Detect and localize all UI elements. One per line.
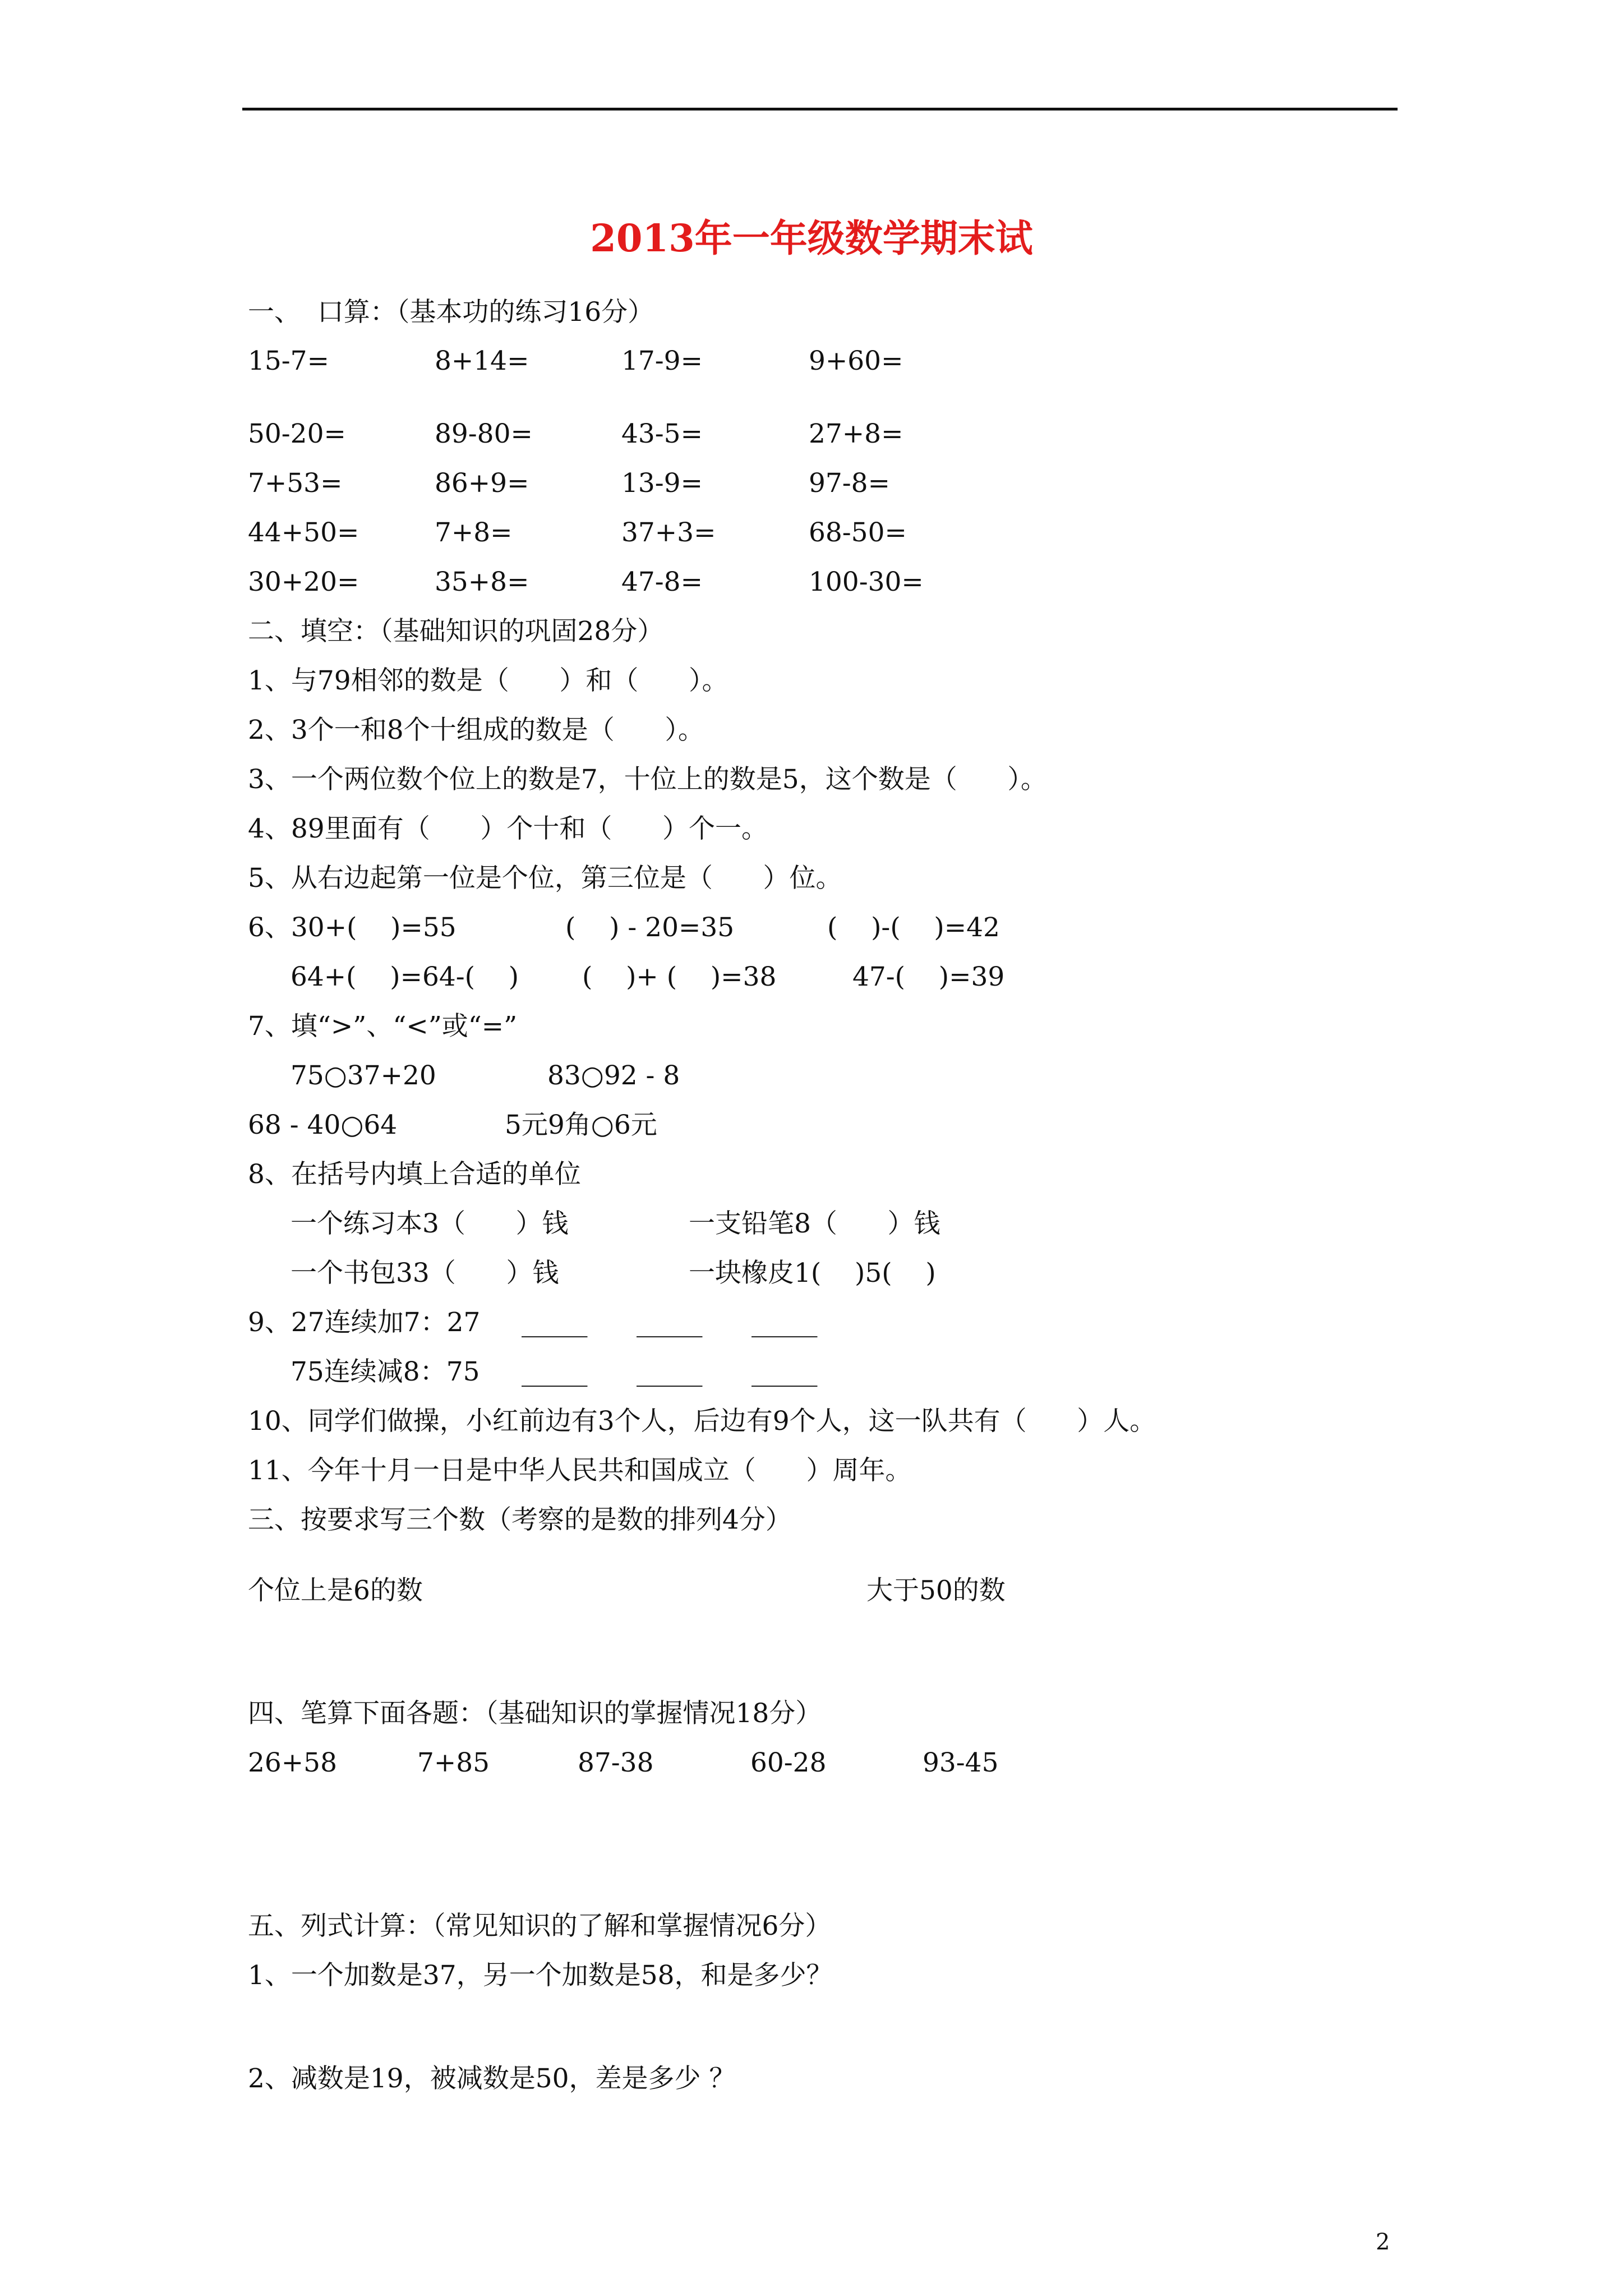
unit-item: 一支铅笔8（ ）钱 bbox=[689, 1208, 940, 1239]
oral-calc-item: 47-8= bbox=[621, 567, 703, 597]
section-5-heading: 五、列式计算：（常见知识的了解和掌握情况6分） bbox=[248, 1911, 832, 1941]
section-3-heading: 三、按要求写三个数（考察的是数的排列4分） bbox=[248, 1504, 792, 1535]
oral-calc-item: 50-20= bbox=[248, 418, 346, 449]
oral-calc-item: 17-9= bbox=[621, 346, 703, 376]
fill-question-5: 5、从右边起第一位是个位，第三位是（ ）位。 bbox=[248, 863, 842, 894]
oral-calc-item: 27+8= bbox=[809, 418, 903, 449]
word-problem-1: 1、一个加数是37，另一个加数是58，和是多少？ bbox=[248, 1960, 833, 1991]
fill-question-4: 4、89里面有（ ）个十和（ ）个一。 bbox=[248, 813, 768, 844]
oral-calc-item: 100-30= bbox=[809, 567, 924, 597]
fill-question-6-item: 64+( )=64-( ) bbox=[291, 961, 519, 992]
oral-calc-item: 7+8= bbox=[435, 517, 513, 548]
fill-question-1: 1、与79相邻的数是（ ）和（ ）。 bbox=[248, 665, 728, 696]
oral-calc-item: 13-9= bbox=[621, 468, 703, 499]
fill-question-6-item: ( )-( )=42 bbox=[827, 912, 1000, 943]
written-calc-item: 26+58 bbox=[248, 1747, 337, 1778]
fill-question-3: 3、一个两位数个位上的数是7，十位上的数是5，这个数是（ ）。 bbox=[248, 764, 1047, 795]
oral-calc-item: 97-8= bbox=[809, 468, 890, 499]
oral-calc-item: 68-50= bbox=[809, 517, 907, 548]
written-calc-item: 60-28 bbox=[750, 1747, 827, 1778]
answer-blank: _____ bbox=[637, 1307, 703, 1338]
written-calc-item: 7+85 bbox=[417, 1747, 490, 1778]
oral-calc-item: 8+14= bbox=[435, 346, 529, 376]
fill-question-6-item: ( )+ ( )=38 bbox=[582, 961, 777, 992]
oral-calc-item: 9+60= bbox=[809, 346, 903, 376]
written-calc-item: 87-38 bbox=[578, 1747, 654, 1778]
page-title: 2013年一年级数学期末试 bbox=[590, 216, 1033, 260]
header-rule bbox=[242, 108, 1398, 111]
oral-calc-item: 15-7= bbox=[248, 346, 329, 376]
oral-calc-item: 86+9= bbox=[435, 468, 529, 499]
answer-blank: _____ bbox=[637, 1356, 703, 1387]
fill-question-11: 11、今年十月一日是中华人民共和国成立（ ）周年。 bbox=[248, 1455, 912, 1486]
fill-question-6-item: ( ) - 20=35 bbox=[565, 912, 735, 943]
compare-item: 5元9角○6元 bbox=[505, 1110, 657, 1140]
section-4-heading: 四、笔算下面各题：（基础知识的掌握情况18分） bbox=[248, 1698, 822, 1729]
unit-item: 一个书包33（ ）钱 bbox=[291, 1258, 559, 1289]
answer-blank: _____ bbox=[751, 1356, 818, 1387]
section-1-heading: 一、 口算：（基本功的练习16分） bbox=[248, 297, 654, 328]
fill-question-9b: 75连续减8：75 bbox=[291, 1356, 480, 1387]
fill-question-6-item: 47-( )=39 bbox=[852, 961, 1005, 992]
compare-item: 83○92 - 8 bbox=[547, 1060, 680, 1091]
page-number: 2 bbox=[1376, 2229, 1390, 2255]
oral-calc-item: 37+3= bbox=[621, 517, 716, 548]
fill-question-8: 8、在括号内填上合适的单位 bbox=[248, 1159, 581, 1190]
fill-question-2: 2、3个一和8个十组成的数是（ ）。 bbox=[248, 715, 704, 746]
unit-item: 一块橡皮1( )5( ) bbox=[689, 1258, 936, 1289]
fill-question-7: 7、填“>”、“<”或“=” bbox=[248, 1011, 518, 1042]
greater-than-fifty-label: 大于50的数 bbox=[866, 1575, 1006, 1606]
answer-blank: _____ bbox=[751, 1307, 818, 1338]
oral-calc-item: 35+8= bbox=[435, 567, 529, 597]
compare-item: 75○37+20 bbox=[291, 1060, 436, 1091]
fill-question-10: 10、同学们做操，小红前边有3个人，后边有9个人，这一队共有（ ）人。 bbox=[248, 1406, 1156, 1437]
section-2-heading: 二、填空：（基础知识的巩固28分） bbox=[248, 616, 664, 647]
written-calc-item: 93-45 bbox=[923, 1747, 999, 1778]
oral-calc-item: 89-80= bbox=[435, 418, 533, 449]
unit-item: 一个练习本3（ ）钱 bbox=[291, 1208, 569, 1239]
fill-question-6-item: 6、30+( )=55 bbox=[248, 912, 457, 943]
oral-calc-item: 43-5= bbox=[621, 418, 703, 449]
fill-question-9a: 9、27连续加7：27 bbox=[248, 1307, 481, 1338]
units-digit-six-label: 个位上是6的数 bbox=[248, 1575, 423, 1606]
oral-calc-item: 7+53= bbox=[248, 468, 343, 499]
answer-blank: _____ bbox=[522, 1356, 588, 1387]
compare-item: 68 - 40○64 bbox=[248, 1110, 398, 1140]
oral-calc-item: 30+20= bbox=[248, 567, 359, 597]
answer-blank: _____ bbox=[522, 1307, 588, 1338]
word-problem-2: 2、减数是19，被减数是50，差是多少 ？ bbox=[248, 2063, 736, 2094]
oral-calc-item: 44+50= bbox=[248, 517, 359, 548]
